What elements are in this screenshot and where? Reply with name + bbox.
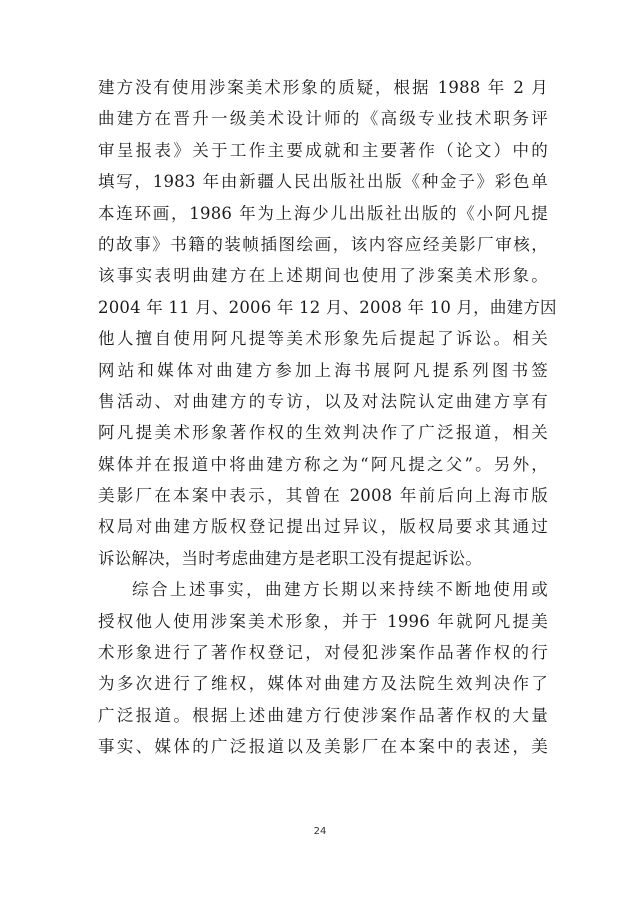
text-line: 美影厂在本案中表示，其曾在 2008 年前后向上海市版 <box>98 486 548 506</box>
text-line: 网站和媒体对曲建方参加上海书展阿凡提系列图书签 <box>98 360 548 380</box>
text-line: 曲建方在晋升一级美术设计师的《高级专业技术职务评 <box>98 109 548 129</box>
text-line: 售活动、对曲建方的专访，以及对法院认定曲建方享有 <box>98 391 548 411</box>
text-line: 术形象进行了著作权登记，对侵犯涉案作品著作权的行 <box>98 643 548 663</box>
text-line: 2004 年 11 月、2006 年 12 月、2008 年 10 月，曲建方因 <box>98 297 557 317</box>
text-line: 填写，1983 年由新疆人民出版社出版《种金子》彩色单 <box>98 172 548 192</box>
text-line: 事实、媒体的广泛报道以及美影厂在本案中的表述，美 <box>98 737 548 757</box>
text-line: 权局对曲建方版权登记提出过异议，版权局要求其通过 <box>98 517 548 537</box>
text-line: 授权他人使用涉案美术形象，并于 1996 年就阿凡提美 <box>98 611 548 631</box>
text-line: 该事实表明曲建方在上述期间也使用了涉案美术形象。 <box>98 266 548 286</box>
text-line: 为多次进行了维权，媒体对曲建方及法院生效判决作了 <box>98 674 548 694</box>
text-line: 本连环画，1986 年为上海少儿出版社出版的《小阿凡提 <box>98 203 548 223</box>
page-number: 24 <box>313 826 327 837</box>
text-line: 审呈报表》关于工作主要成就和主要著作（论文）中的 <box>98 140 548 160</box>
body-text <box>98 72 557 763</box>
text-line: 建方没有使用涉案美术形象的质疑，根据 1988 年 2 月 <box>98 78 548 97</box>
paragraph-first-line: 综合上述事实，曲建方长期以来持续不断地使用或 <box>132 580 548 600</box>
text-line: 媒体并在报道中将曲建方称之为“阿凡提之父”。另外， <box>98 454 548 474</box>
text-line: 诉讼解决，当时考虑曲建方是老职工没有提起诉讼。 <box>98 548 483 568</box>
text-line: 阿凡提美术形象著作权的生效判决作了广泛报道，相关 <box>98 423 548 443</box>
text-line: 广泛报道。根据上述曲建方行使涉案作品著作权的大量 <box>98 705 548 725</box>
text-line: 的故事》书籍的装帧插图绘画，该内容应经美影厂审核， <box>98 234 548 254</box>
text-line: 他人擅自使用阿凡提等美术形象先后提起了诉讼。相关 <box>98 329 548 349</box>
